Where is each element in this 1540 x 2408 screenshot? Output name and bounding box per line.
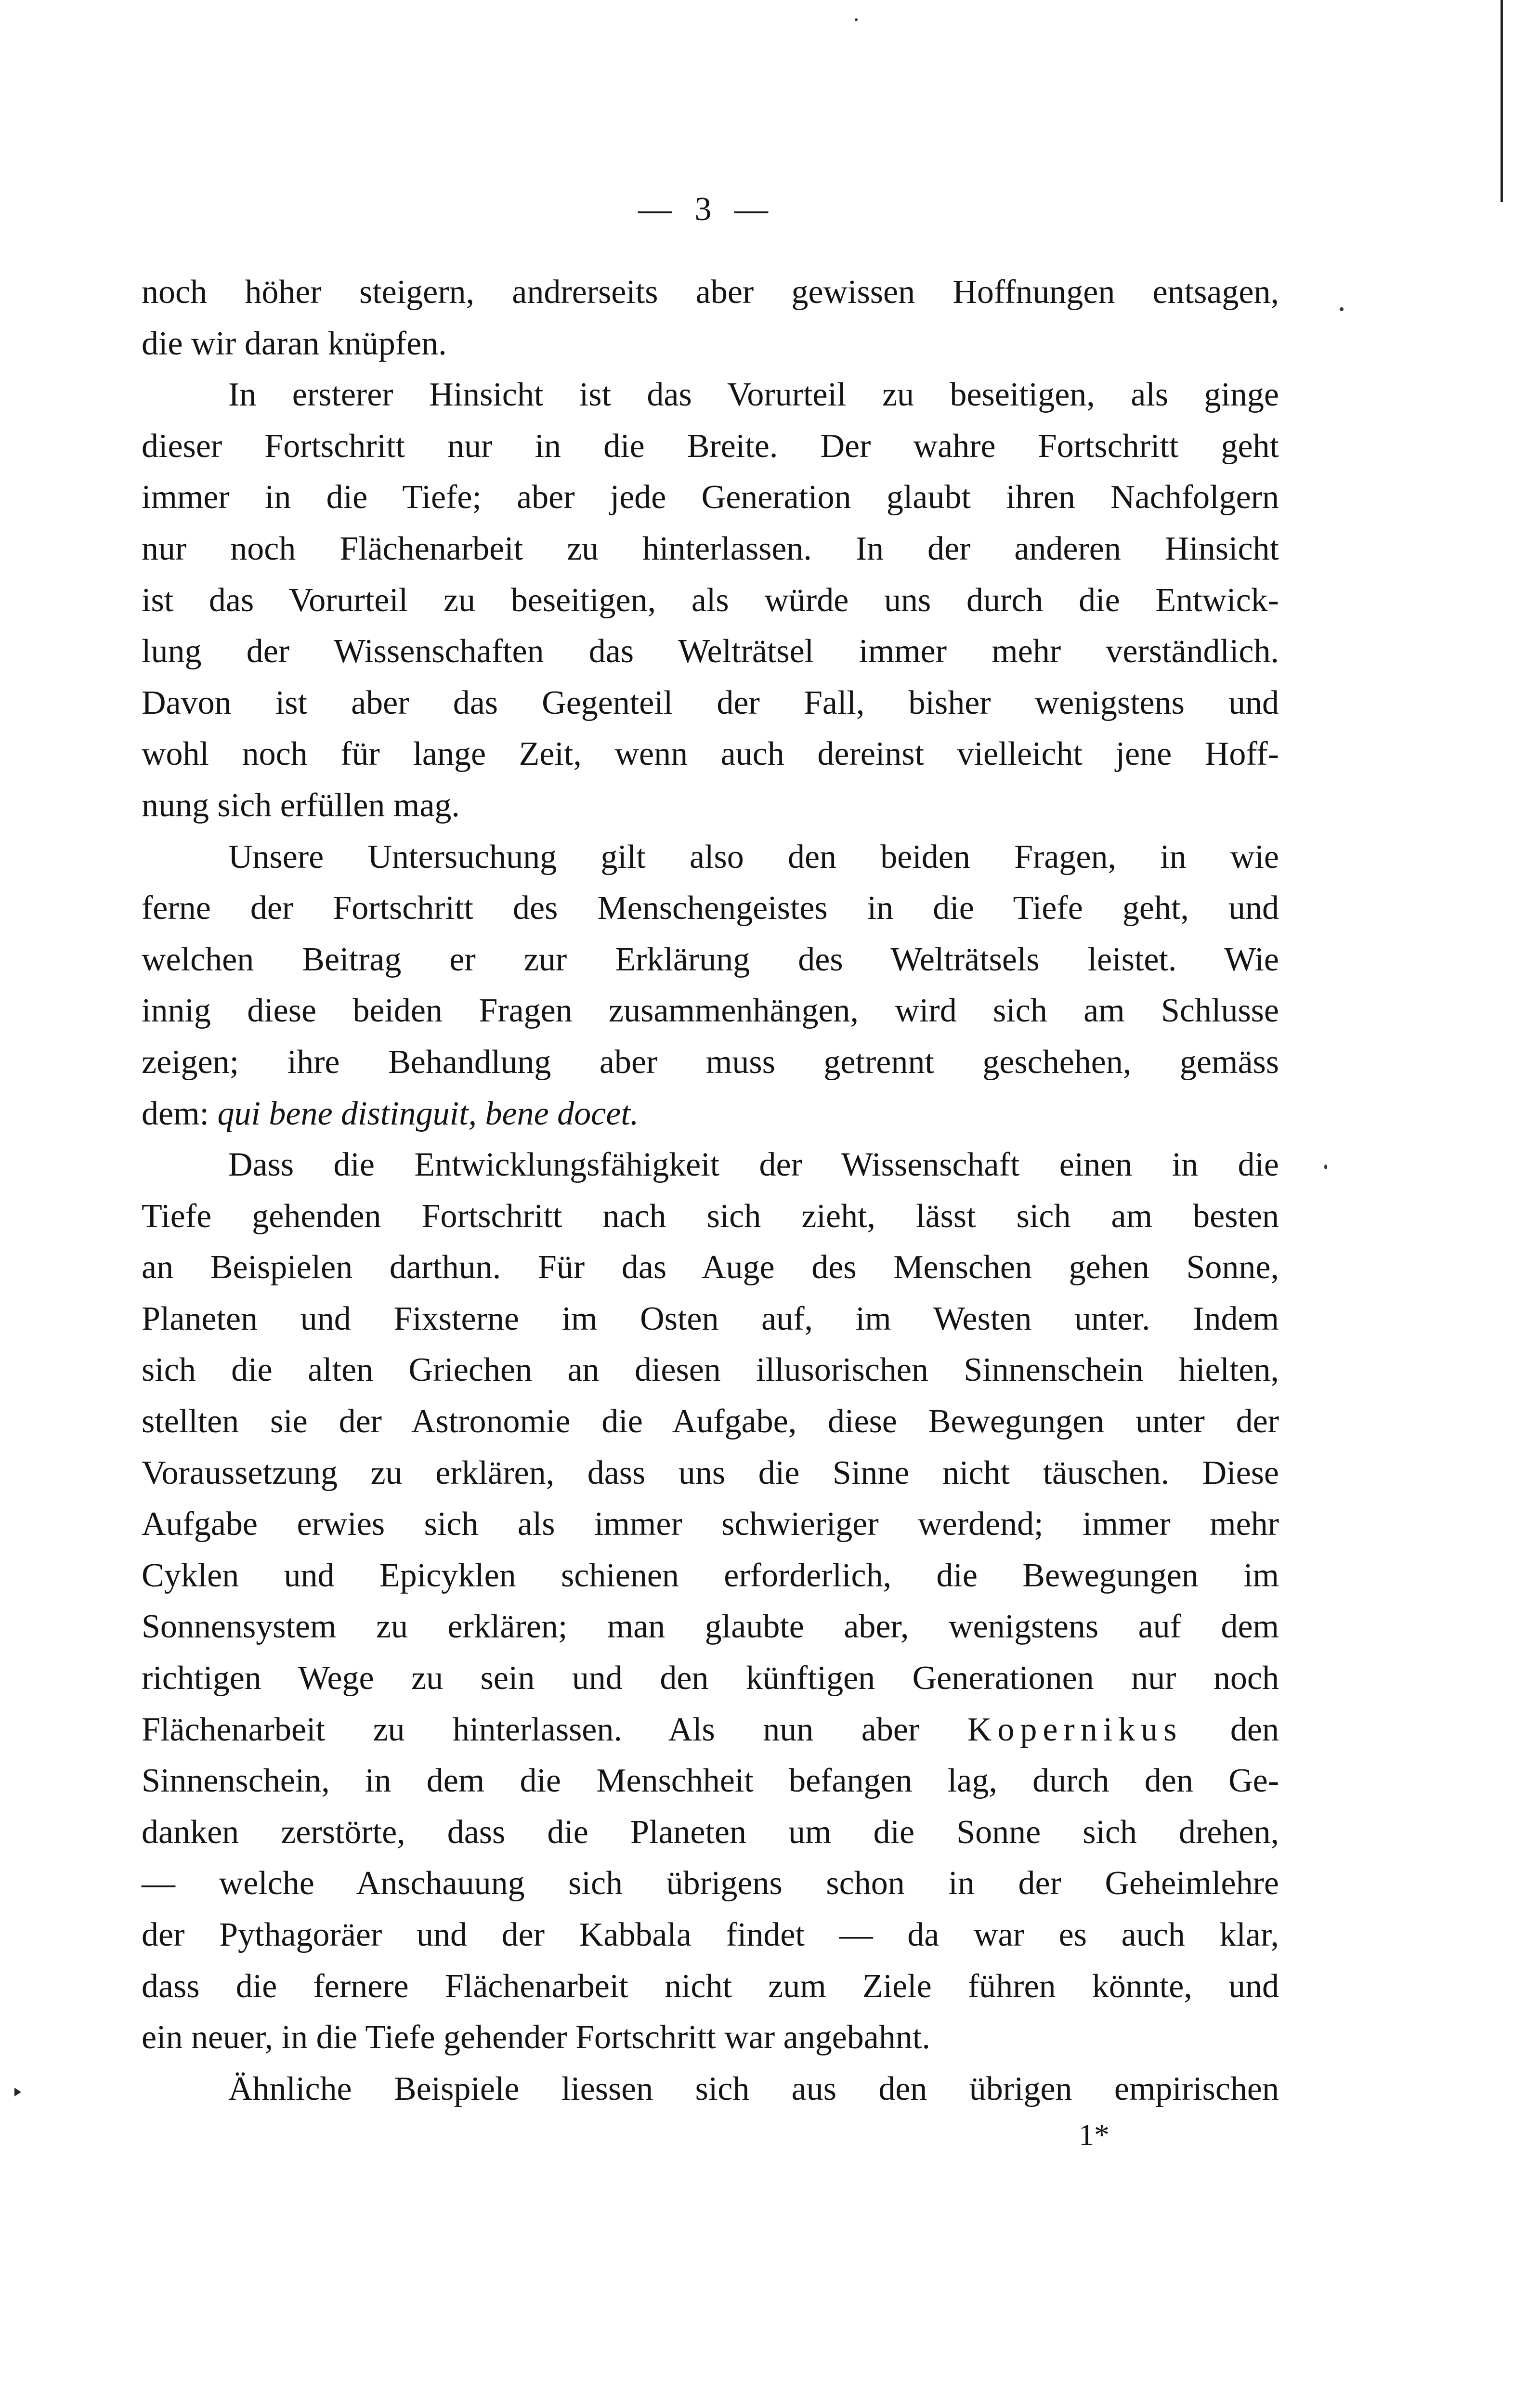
text-line <box>142 1858 1279 1910</box>
text-segment: welchen Beitrag er zur Erklärung des Welträtsels leistet. Wie <box>142 941 1279 978</box>
text-line <box>142 832 1279 883</box>
text-line <box>142 1961 1279 2013</box>
text-line <box>142 1499 1279 1550</box>
text-segment: Planeten und Fixsterne im Osten auf, im Westen unter. Indem <box>142 1300 1279 1337</box>
text-segment: Cyklen und Epicyklen schienen erforderlich, die Bewegungen im <box>142 1557 1279 1594</box>
text-line <box>142 1807 1279 1858</box>
text-segment: der Pythagoräer und der Kabbala findet — da war es auch klar, <box>142 1916 1279 1953</box>
text-segment: Sonnensystem zu erklären; man glaubte aber, wenigstens auf dem <box>142 1608 1279 1646</box>
text-line <box>142 472 1279 523</box>
text-segment: Sinnenschein, in dem die Menschheit befangen lag, durch den Ge- <box>142 1762 1279 1800</box>
text-line <box>142 934 1279 986</box>
spaced-name: Kopernikus <box>967 1711 1183 1748</box>
text-segment: Dass die Entwicklungsfähigkeit der Wissenschaft einen in die <box>228 1146 1279 1184</box>
text-segment: nung sich erfüllen mag. <box>142 786 460 824</box>
text-line <box>142 626 1279 678</box>
text-segment: Flächenarbeit zu hinterlassen. Als nun aber <box>142 1711 967 1748</box>
text-segment: ferne der Fortschritt des Menschengeistes in die Tiefe geht, und <box>142 890 1279 927</box>
text-segment: ist das Vorurteil zu beseitigen, als würde uns durch die Entwick- <box>142 581 1279 619</box>
text-segment: immer in die Tiefe; aber jede Generation glaubt ihren Nachfolgern <box>142 479 1279 516</box>
text-line <box>142 1088 1279 1140</box>
text-segment: Tiefe gehenden Fortschritt nach sich zieht, lässt sich am besten <box>142 1197 1279 1235</box>
text-line <box>142 1550 1279 1602</box>
text-line <box>142 2012 1279 2064</box>
text-line <box>142 780 1279 832</box>
text-segment: noch höher steigern, andrerseits aber gewissen Hoffnungen entsagen, <box>142 274 1279 311</box>
text-line <box>142 1191 1279 1243</box>
text-segment: Aufgabe erwies sich als immer schwieriger werdend; immer mehr <box>142 1505 1279 1543</box>
text-segment: die wir daran knüpfen. <box>142 325 447 362</box>
text-segment: innig diese beiden Fragen zusammenhängen, wird sich am Schlusse <box>142 992 1279 1030</box>
text-segment: den <box>1182 1711 1279 1748</box>
text-line <box>142 1601 1279 1653</box>
text-segment: In ersterer Hinsicht ist das Vorurteil zu beseitigen, als ginge <box>228 376 1279 414</box>
text-line <box>142 421 1279 472</box>
text-segment: richtigen Wege zu sein und den künftigen Generationen nur noch <box>142 1660 1279 1697</box>
body-text <box>142 267 1279 2115</box>
text-line <box>142 1037 1279 1088</box>
text-segment: dieser Fortschritt nur in die Breite. Der wahre Fortschritt geht <box>142 427 1279 465</box>
text-line <box>142 1345 1279 1396</box>
text-line <box>142 1242 1279 1294</box>
scan-edge-line <box>1501 0 1503 202</box>
text-segment: Davon ist aber das Gegenteil der Fall, bisher wenigstens und <box>142 684 1279 721</box>
text-segment: an Beispielen darthun. Für das Auge des Menschen gehen Sonne, <box>142 1249 1279 1286</box>
text-segment: sich die alten Griechen an diesen illusorischen Sinnenschein hielten, <box>142 1351 1279 1389</box>
text-line <box>142 575 1279 627</box>
text-line <box>142 369 1279 421</box>
text-segment: Voraussetzung zu erklären, dass uns die Sinne nicht täuschen. Diese <box>142 1454 1279 1492</box>
text-line <box>142 1448 1279 1499</box>
text-line <box>142 1139 1279 1191</box>
text-line <box>142 1755 1279 1807</box>
text-line <box>142 2064 1279 2115</box>
text-segment: nur noch Flächenarbeit zu hinterlassen. In der anderen Hinsicht <box>142 530 1279 567</box>
text-segment: wohl noch für lange Zeit, wenn auch dereinst vielleicht jene Hoff- <box>142 735 1279 773</box>
scan-speck <box>1340 307 1344 311</box>
scan-speck <box>855 18 858 21</box>
text-line <box>142 1396 1279 1448</box>
text-line <box>142 883 1279 934</box>
margin-arrow-mark <box>14 2088 21 2096</box>
text-segment: dem: <box>142 1095 218 1132</box>
text-segment: — welche Anschauung sich übrigens schon in der Geheimlehre <box>142 1865 1279 1902</box>
text-segment: Unsere Untersuchung gilt also den beiden Fragen, in wie <box>228 838 1279 876</box>
text-line <box>142 1910 1279 1961</box>
text-line <box>142 267 1279 318</box>
text-segment: dass die fernere Flächenarbeit nicht zum Ziele führen könnte, und <box>142 1967 1279 2005</box>
text-segment: zeigen; ihre Behandlung aber muss getrennt geschehen, gemäss <box>142 1043 1279 1081</box>
text-segment: danken zerstörte, dass die Planeten um die Sonne sich drehen, <box>142 1813 1279 1851</box>
text-segment: lung der Wissenschaften das Welträtsel immer mehr verständlich. <box>142 633 1279 670</box>
text-line <box>142 1704 1279 1756</box>
text-line <box>142 678 1279 729</box>
text-line <box>142 318 1279 370</box>
italic-text: qui bene distinguit, bene docet. <box>217 1095 639 1132</box>
page-number: — 3 — <box>638 191 768 228</box>
text-segment: Ähnliche Beispiele liessen sich aus den übrigen empirischen <box>228 2070 1279 2107</box>
text-line <box>142 729 1279 780</box>
text-segment: ein neuer, in die Tiefe gehender Fortschritt war angebahnt. <box>142 2019 930 2056</box>
signature-mark: 1* <box>1079 2118 1109 2152</box>
text-segment: stellten sie der Astronomie die Aufgabe, diese Bewegungen unter der <box>142 1403 1279 1440</box>
text-line <box>142 1653 1279 1704</box>
scan-speck <box>1324 1165 1327 1169</box>
text-line <box>142 1294 1279 1345</box>
text-line <box>142 523 1279 575</box>
text-line <box>142 985 1279 1037</box>
